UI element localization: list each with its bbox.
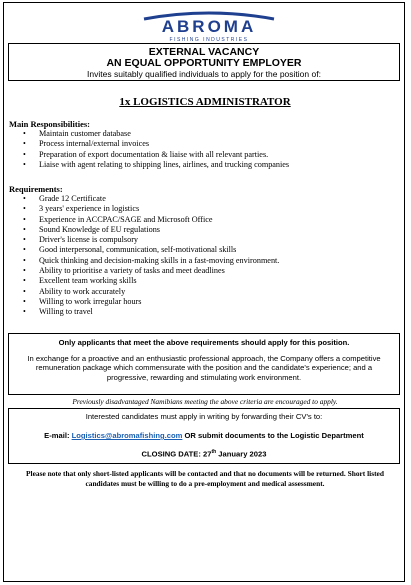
vacancy-page (3, 2, 405, 582)
list-item: • Grade 12 Certificate (9, 194, 279, 204)
offer-requirement-note: Only applicants that meet the above requirements should apply for this position. (58, 338, 350, 347)
list-item: • Ability to prioritise a variety of tasks and meet deadlines (9, 266, 279, 276)
list-item: • Maintain customer database (9, 129, 289, 139)
header-line1: EXTERNAL VACANCY (148, 46, 260, 58)
responsibilities-heading: Main Responsibilities: (9, 119, 90, 129)
list-item: • Quick thinking and decision-making skills in a fast-moving environment. (9, 256, 279, 266)
list-item: • Experience in ACCPAC/SAGE and Microsoft Office (9, 215, 279, 225)
email-suffix: OR submit documents to the Logistic Department (182, 431, 364, 440)
logo-subtitle: FISHING INDUSTRIES (169, 37, 249, 43)
header-box (8, 43, 400, 81)
header-line3: Invites suitably qualified individuals to apply for the position of: (87, 69, 321, 79)
shortlist-note: Please note that only short-listed applicants will be contacted and that no documents will be returned. Short listed candidates must be willing to do a pre-employment and medical assessment. (26, 469, 384, 488)
list-item: • Good interpersonal, communication, self-motivational skills (9, 245, 279, 255)
email-label: E-mail: (44, 431, 72, 440)
closing-date (9, 449, 399, 459)
list-item: • Ability to work accurately (9, 287, 279, 297)
application-instructions: Interested candidates must apply in writing by forwarding their CV's to: (85, 412, 323, 421)
requirements-list (9, 194, 279, 318)
requirements-heading: Requirements: (9, 184, 63, 194)
closing-sup: th (211, 449, 217, 455)
email-link[interactable]: Logistics@abromafishing.com (71, 431, 183, 440)
header-line2: AN EQUAL OPPORTUNITY EMPLOYER (106, 57, 302, 69)
list-item: • Sound Knowledge of EU regulations (9, 225, 279, 235)
email-line (9, 431, 399, 440)
logo-wordmark: ABROMA (161, 17, 257, 36)
job-title: 1x LOGISTICS ADMINISTRATOR (119, 96, 291, 108)
list-item: • Willing to travel (9, 307, 279, 317)
application-box (8, 408, 400, 464)
disadvantaged-note: Previously disadvantaged Namibians meeting the above criteria are encouraged to apply. (72, 397, 338, 406)
list-item: • Excellent team working skills (9, 276, 279, 286)
offer-description: In exchange for a proactive and an enthusiastic professional approach, the Company offers a competitive remuneration package which commensurate with the position and the candidate's experience; and a progressive, rewarding and stimulating work environment. (27, 353, 381, 382)
responsibilities-list (9, 129, 289, 170)
company-logo (134, 11, 284, 45)
list-item: • Liaise with agent relating to shipping lines, airlines, and trucking companies (9, 160, 289, 170)
list-item: • Willing to work irregular hours (9, 297, 279, 307)
list-item: • Process internal/external invoices (9, 139, 289, 149)
list-item: • 3 years' experience in logistics (9, 204, 279, 214)
list-item: • Preparation of export documentation & liaise with all relevant parties. (9, 150, 289, 160)
closing-label: CLOSING DATE: 27 (141, 449, 212, 459)
offer-box (8, 333, 400, 395)
list-item: • Driver's license is compulsory (9, 235, 279, 245)
closing-rest: January 2023 (216, 449, 267, 459)
